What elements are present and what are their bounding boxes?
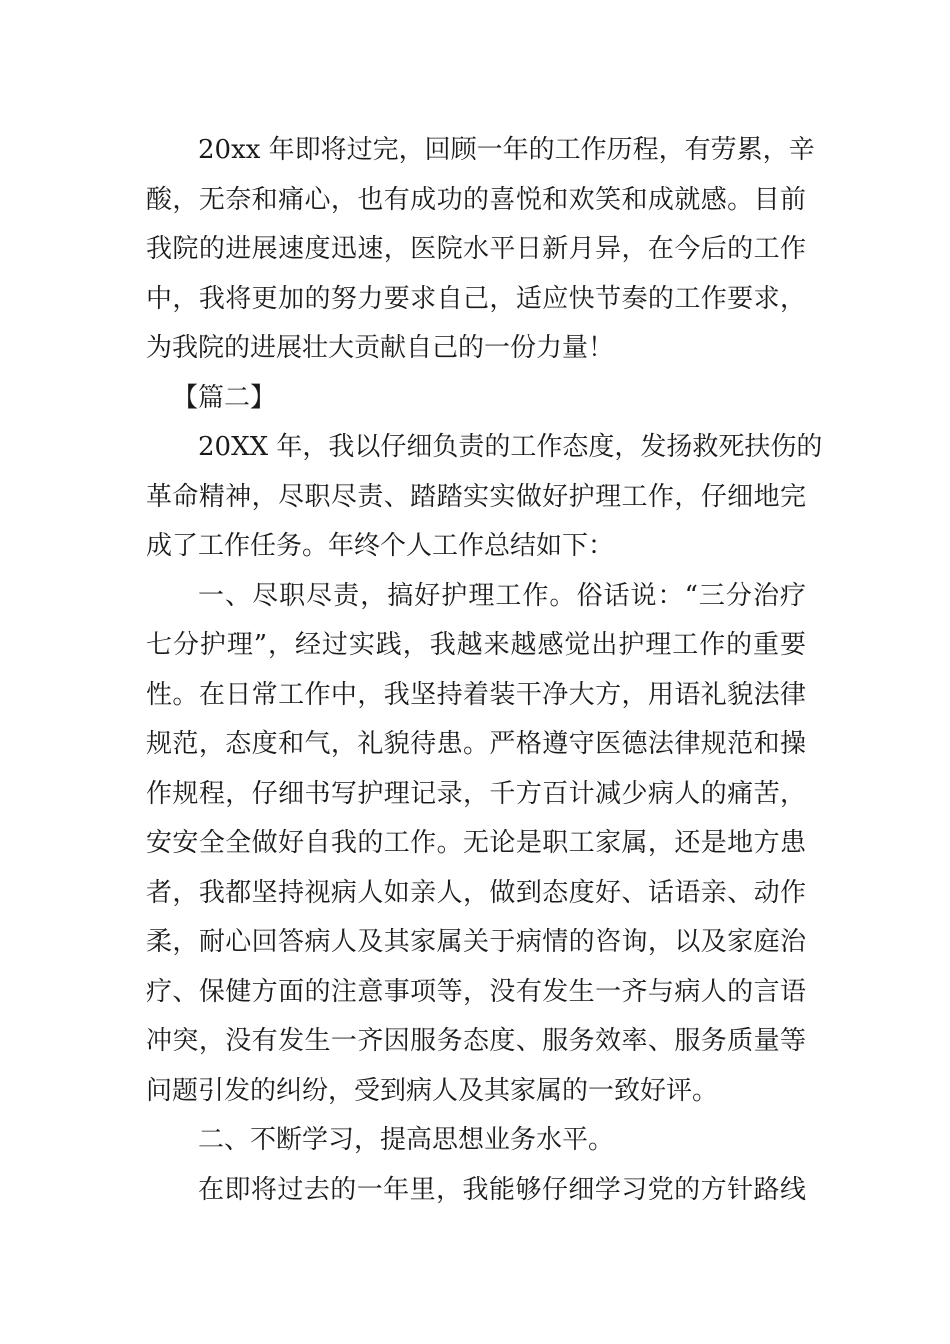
- paragraph-line: 为我院的进展壮大贡献自己的一份力量！: [146, 333, 615, 363]
- paragraph-line: 革命精神，尽职尽责、踏踏实实做好护理工作，仔细地完: [146, 481, 806, 512]
- paragraph-line: 安安全全做好自我的工作。无论是职工家属，还是地方患: [146, 828, 806, 858]
- paragraph-line: 我院的进展速度迅速，医院水平日新月异，在今后的工作: [146, 234, 806, 264]
- paragraph-line: 中，我将更加的努力要求自己，适应快节奏的工作要求，: [146, 283, 806, 314]
- paragraph-line: 问题引发的纠纷，受到病人及其家属的一致好评。: [146, 1075, 719, 1106]
- paragraph-line: 柔，耐心回答病人及其家属关于病情的咨询，以及家庭治: [146, 927, 806, 957]
- paragraph-line: 20xx 年即将过完，回顾一年的工作历程，有劳累，辛: [198, 135, 815, 165]
- document-body: [146, 126, 823, 1215]
- paragraph-line: 性。在日常工作中，我坚持着装干净大方，用语礼貌法律: [146, 679, 806, 710]
- paragraph-line: 酸，无奈和痛心，也有成功的喜悦和欢笑和成就感。目前: [146, 184, 806, 215]
- paragraph-line: 成了工作任务。年终个人工作总结如下：: [146, 531, 615, 561]
- paragraph-line: 疗、保健方面的注意事项等，没有发生一齐与病人的言语: [146, 976, 806, 1007]
- paragraph-line: 20XX 年，我以仔细负责的工作态度，发扬救死扶伤的: [198, 432, 823, 462]
- paragraph-line: 者，我都坚持视病人如亲人，做到态度好、话语亲、动作: [146, 877, 806, 908]
- paragraph-line: 规范，态度和气，礼貌待患。严格遵守医德法律规范和操: [146, 729, 806, 759]
- section-heading: 【篇二】: [172, 382, 277, 413]
- paragraph-line: 二、不断学习，提高思想业务水平。: [198, 1125, 615, 1155]
- paragraph-line: 作规程，仔细书写护理记录，千方百计减少病人的痛苦，: [146, 778, 806, 809]
- paragraph-line: 一、尽职尽责，搞好护理工作。俗话说：“三分治疗: [198, 580, 806, 611]
- paragraph-line: 冲突，没有发生一齐因服务态度、服务效率、服务质量等: [146, 1026, 806, 1056]
- paragraph-line: 在即将过去的一年里，我能够仔细学习党的方针路线: [198, 1174, 806, 1205]
- paragraph-line: 七分护理”，经过实践，我越来越感觉出护理工作的重要: [146, 630, 806, 660]
